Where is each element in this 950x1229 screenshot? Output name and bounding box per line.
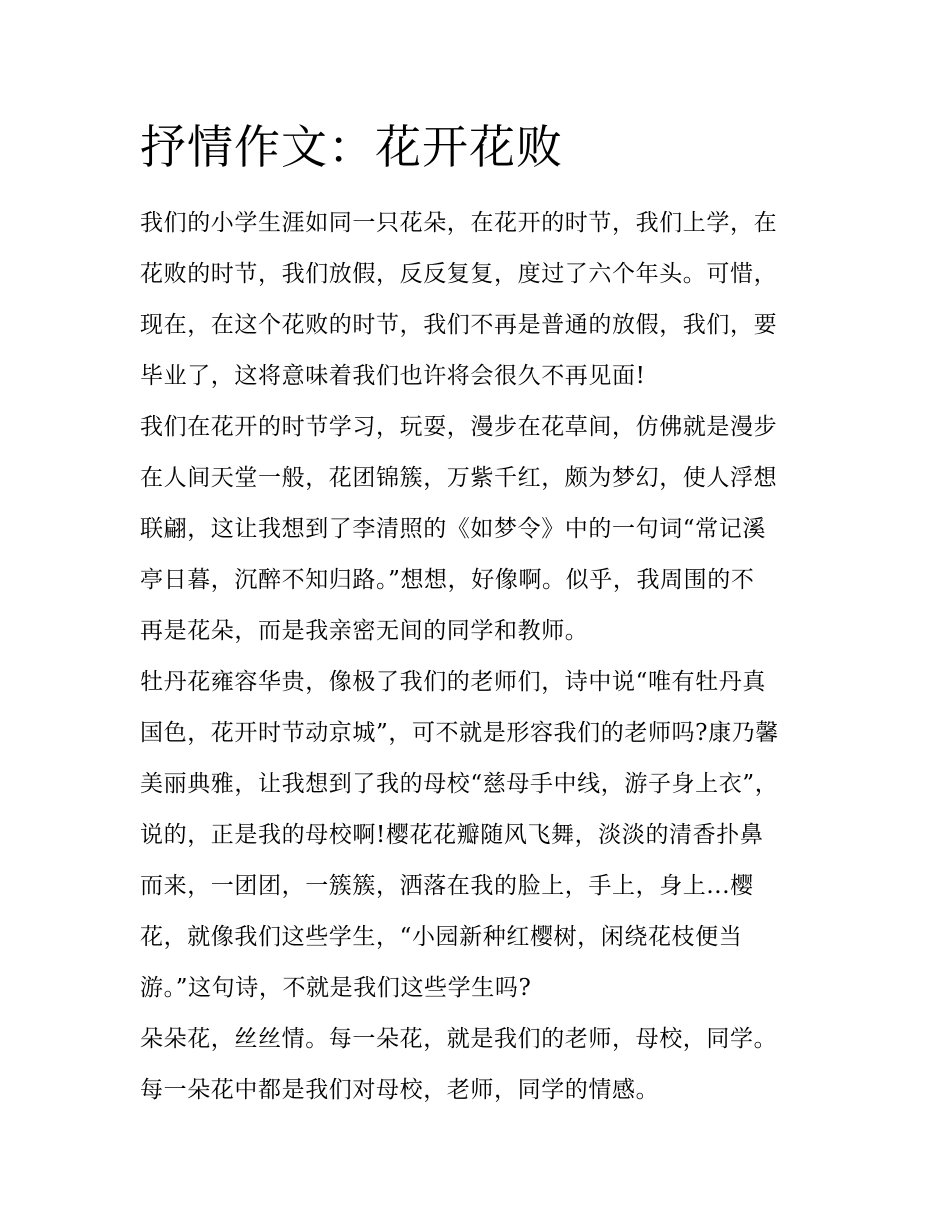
body-line: 联翩，这让我想到了李清照的《如梦令》中的一句词“常记溪 bbox=[140, 516, 766, 542]
body-line: 现在，在这个花败的时节，我们不再是普通的放假，我们，要 bbox=[140, 312, 778, 338]
body-line: 国色，花开时节动京城”，可不就是形容我们的老师吗?康乃馨 bbox=[140, 720, 779, 746]
body-line: 游。”这句诗，不就是我们这些学生吗? bbox=[140, 975, 532, 1001]
body-line: 我们在花开的时节学习，玩耍，漫步在花草间，仿佛就是漫步 bbox=[140, 414, 778, 440]
body-line: 花败的时节，我们放假，反反复复，度过了六个年头。可惜， bbox=[140, 261, 778, 287]
body-line: 亭日暮，沉醉不知归路。”想想，好像啊。似乎，我周围的不 bbox=[140, 567, 755, 593]
document-body bbox=[140, 198, 830, 1116]
body-line: 朵朵花，丝丝情。每一朵花，就是我们的老师，母校，同学。 bbox=[140, 1026, 778, 1052]
body-line: 牡丹花雍容华贵，像极了我们的老师们，诗中说“唯有牡丹真 bbox=[140, 669, 766, 695]
body-line: 而来，一团团，一簇簇，洒落在我的脸上，手上，身上...樱 bbox=[140, 873, 754, 899]
body-line: 毕业了，这将意味着我们也许将会很久不再见面! bbox=[140, 363, 646, 389]
document-title: 抒情作文：花开花败 bbox=[140, 120, 563, 174]
body-line: 说的，正是我的母校啊!樱花花瓣随风飞舞，淡淡的清香扑鼻 bbox=[140, 822, 764, 848]
body-line: 花，就像我们这些学生，“小园新种红樱树，闲绕花枝便当 bbox=[140, 924, 743, 950]
body-line: 我们的小学生涯如同一只花朵，在花开的时节，我们上学，在 bbox=[140, 210, 778, 236]
body-line: 在人间天堂一般，花团锦簇，万紫千红，颇为梦幻，使人浮想 bbox=[140, 465, 778, 491]
body-line: 美丽典雅，让我想到了我的母校“慈母手中线，游子身上衣”， bbox=[140, 771, 779, 797]
body-line: 每一朵花中都是我们对母校，老师，同学的情感。 bbox=[140, 1077, 660, 1103]
body-line: 再是花朵，而是我亲密无间的同学和教师。 bbox=[140, 618, 589, 644]
